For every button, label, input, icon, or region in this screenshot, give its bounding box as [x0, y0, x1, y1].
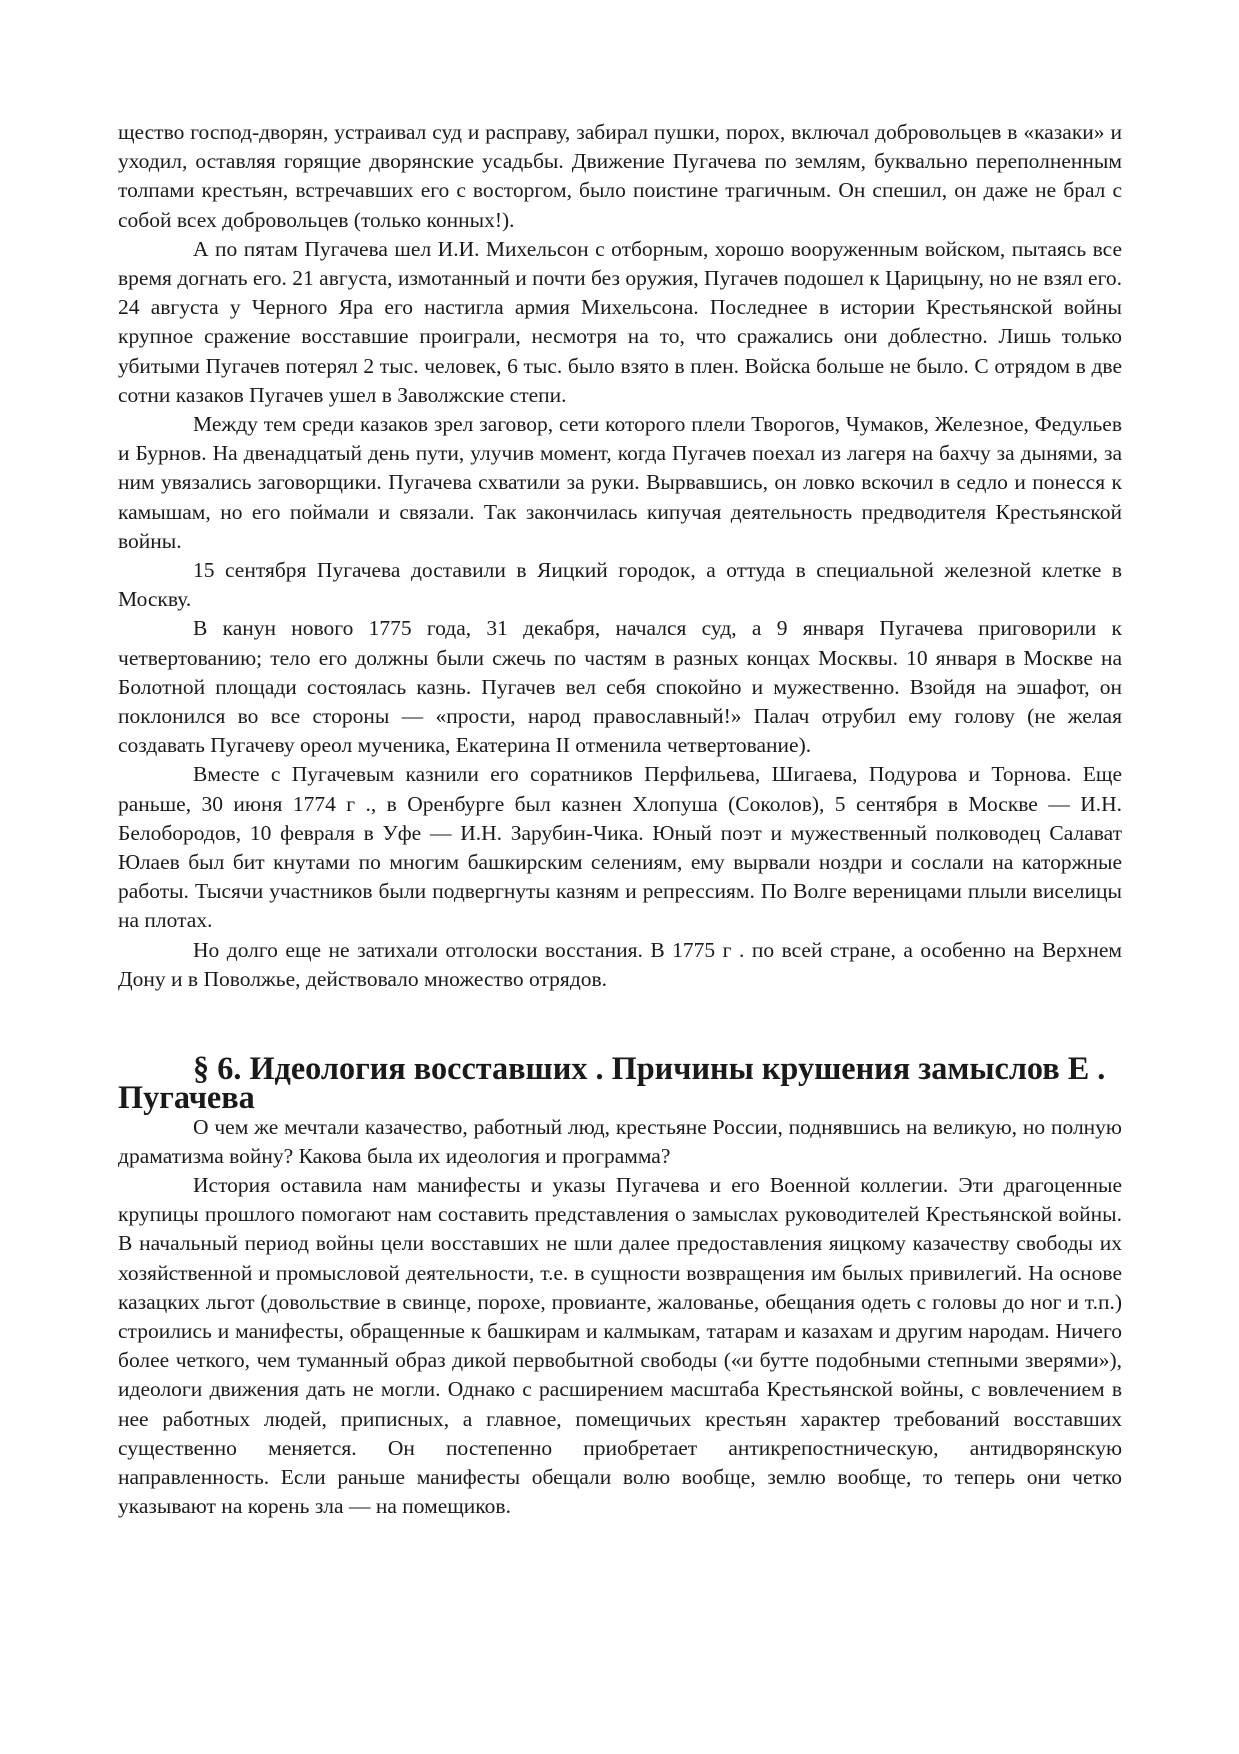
paragraph-8: О чем же мечтали казачество, работный люд, крестьяне России, поднявшись на великую, но полную драматизма войну? Какова была их идеология и программа?	[118, 1114, 1122, 1168]
paragraph-2: А по пятам Пугачева шел И.И. Михельсон с отборным, хорошо вооруженным войском, пытаясь все время догнать его. 21 августа, измотанный и почти без оружия, Пугачев подошел к Царицыну, но не взял его. 24 августа у Черного Яра его настигла армия Михельсона. Последнее в истории Крестьянской войны крупное сражение восставшие проиграли, несмотря на то, что сражались они доблестно. Лишь только убитыми Пугачев потерял 2 тыс. человек, 6 тыс. было взято в плен. Войска больше не было. С отрядом в две сотни казаков Пугачев ушел в Заволжские степи.	[118, 236, 1122, 407]
paragraph-9: История оставила нам манифесты и указы Пугачева и его Военной коллегии. Эти драгоценные крупицы прошлого помогают нам составить представления о замыслах руководителей Крестьянской войны. В начальный период войны цели восставших не шли далее предоставления яицкому казачеству свободы их хозяйственной и промысловой деятельности, т.е. в сущности возвращения им былых привилегий. На основе казацких льгот (довольствие в свинце, порохе, провианте, жалованье, обещания одеть с головы до ног и т.п.) строились и манифесты, обращенные к башкирам и калмыкам, татарам и казахам и другим народам. Ничего более четкого, чем туманный образ дикой первобытной свободы («и бутте подобными степными зверями»), идеологи движения дать не могли. Однако с расширением масштаба Крестьянской войны, с вовлечением в нее работных людей, приписных, а главное, помещичьих крестьян характер требований восставших существенно меняется. Он постепенно приобретает антикрепостническую, антидворянскую направленность. Если раньше манифесты обещали волю вообще, землю вообще, то теперь они четко указывают на корень зла — на помещиков.	[118, 1172, 1122, 1519]
paragraph-7: Но долго еще не затихали отголоски восстания. В 1775 г . по всей стране, а особенно на Верхнем Дону и в Поволжье, действовало множество отрядов.	[118, 937, 1122, 991]
section-spacer	[118, 994, 1122, 1054]
paragraph-1: щество господ-дворян, устраивал суд и расправу, забирал пушки, порох, включал добровольцев в «казаки» и уходил, оставляя горящие дворянские усадьбы. Движение Пугачева по землям, буквально переполненным толпами крестьян, встречавших его с восторгом, было поистине трагичным. Он спешил, он даже не брал с собой всех добровольцев (только конных!).	[118, 120, 1122, 232]
paragraph-5: В канун нового 1775 года, 31 декабря, начался суд, а 9 января Пугачева приговорили к четвертованию; тело его должны были сжечь по частям в разных концах Москвы. 10 января в Москве на Болотной площади состоялась казнь. Пугачев вел себя спокойно и мужественно. Взойдя на эшафот, он поклонился во все стороны — «прости, народ православный!» Палач отрубил ему голову (не желая создавать Пугачеву ореол мученика, Екатерина II отменила четвертование).	[118, 616, 1122, 758]
paragraph-6: Вместе с Пугачевым казнили его соратников Перфильева, Шигаева, Подурова и Торнова. Еще раньше, 30 июня 1774 г ., в Оренбурге был казнен Хлопуша (Соколов), 5 сентября в Москве — И.Н. Белобородов, 10 февраля в Уфе — И.Н. Зарубин-Чика. Юный поэт и мужественный полководец Салават Юлаев был бит кнутами по многим башкирским селениям, ему вырвали ноздри и сослали на каторжные работы. Тысячи участников были подвергнуты казням и репрессиям. По Волге вереницами плыли виселицы на плотах.	[118, 762, 1122, 933]
document-page	[118, 118, 1122, 1521]
paragraph-3: Между тем среди казаков зрел заговор, сети которого плели Творогов, Чумаков, Железное, Федульев и Бурнов. На двенадцатый день пути, улучив момент, когда Пугачев поехал из лагеря на бахчу за дынями, за ним увязались заговорщики. Пугачева схватили за руки. Вырвавшись, он ловко вскочил в седло и понесся к камышам, но его поймали и связали. Так закончилась кипучая деятельность предводителя Крестьянской войны.	[118, 412, 1122, 553]
section-title: § 6. Идеология восставших . Причины крушения замыслов Е . Пугачева	[118, 1050, 1106, 1116]
paragraph-4: 15 сентября Пугачева доставили в Яицкий городок, а оттуда в специальной железной клетке в Москву.	[118, 558, 1122, 612]
